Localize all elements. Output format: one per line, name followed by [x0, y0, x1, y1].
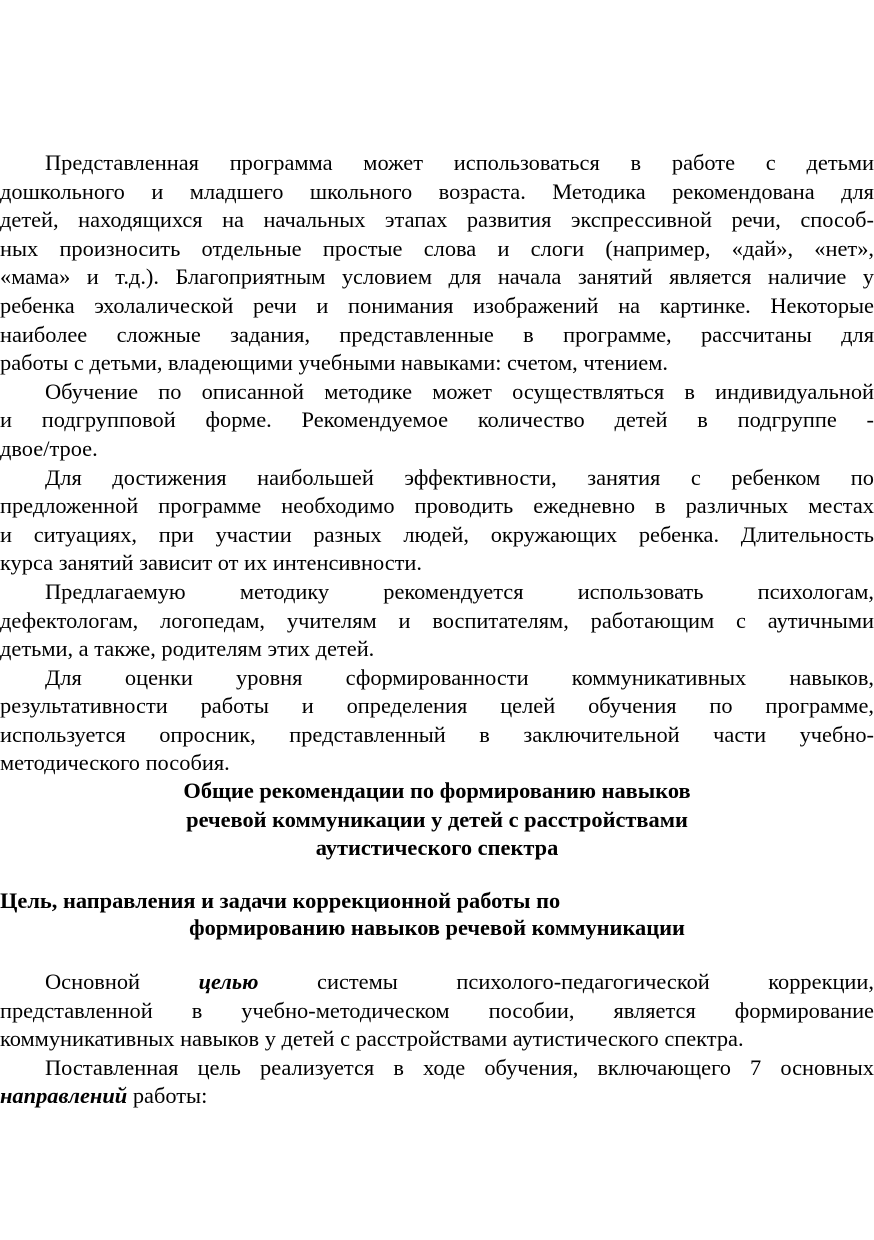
paragraph-line: методического пособия. — [0, 750, 230, 776]
paragraph-line: дефектологам, логопедам, учителям и воспитателям, работающим с аутичными — [0, 607, 874, 633]
paragraph-line: Обучение по описанной методике может осуществляться в индивидуальной — [45, 378, 874, 404]
goal-text — [0, 968, 874, 1111]
paragraph-line: Для оценки уровня сформированности коммуникативных навыков, — [45, 664, 874, 690]
paragraph-line: ребенка эхолалической речи и понимания изображений на картинке. Некоторые — [0, 292, 874, 318]
paragraph-line: работы с детьми, владеющими учебными навыками: счетом, чтением. — [0, 350, 668, 376]
paragraph-line: Представленная программа может использоваться в работе с детьми — [45, 150, 874, 175]
paragraph-line: представленной в учебно-методическом пособии, является формирование — [0, 997, 874, 1023]
paragraph-line: «мама» и т.д.). Благоприятным условием для начала занятий является наличие у — [0, 264, 874, 290]
line-segment: Основной — [45, 969, 199, 994]
line-segment: системы психолого-педагогической коррекции, — [258, 969, 874, 994]
emphasized-term: направлений — [0, 1083, 128, 1109]
subheading-line: Цель, направления и задачи коррекционной работы по — [0, 888, 561, 913]
subheading-line: формированию навыков речевой коммуникации — [189, 915, 685, 940]
paragraph-line: Для достижения наибольшей эффективности, занятия с ребенком по — [45, 464, 874, 490]
paragraph-line — [0, 1082, 874, 1111]
paragraph-line: детей, находящихся на начальных этапах развития экспрессивной речи, способ- — [0, 207, 874, 233]
paragraph-line: ных произносить отдельные простые слова и слоги (например, «дай», «нет», — [0, 235, 874, 261]
paragraph-line: используется опросник, представленный в заключительной части учебно- — [0, 721, 874, 747]
paragraph-line: курса занятий зависит от их интенсивности. — [0, 550, 423, 576]
paragraph-line: и ситуациях, при участии разных людей, окружающих ребенка. Длительность — [0, 521, 874, 547]
paragraph-line: двое/трое. — [0, 435, 98, 461]
paragraph-line: результативности работы и определения целей обучения по программе, — [0, 693, 874, 719]
emphasized-term: целью — [198, 969, 259, 994]
subsection-heading — [0, 887, 874, 941]
paragraph-line: Поставленная цель реализуется в ходе обучения, включающего 7 основных — [45, 1054, 874, 1080]
section-heading — [0, 777, 874, 863]
paragraph-line: детьми, а также, родителям этих детей. — [0, 636, 375, 662]
paragraph-line: Предлагаемую методику рекомендуется использовать психологам, — [45, 578, 874, 604]
paragraph-line: дошкольного и младшего школьного возраста. Методика рекомендована для — [0, 178, 874, 204]
paragraph-line: коммуникативных навыков у детей с расстройствами аутистического спектра. — [0, 1026, 744, 1052]
heading-line: аутистического спектра — [315, 835, 559, 861]
paragraph-line: и подгрупповой форме. Рекомендуемое количество детей в подгруппе - — [0, 407, 874, 433]
paragraph-line: предложенной программе необходимо проводить ежедневно в различных местах — [0, 493, 874, 519]
intro-text — [0, 149, 874, 778]
heading-line: Общие рекомендации по формированию навыков — [183, 778, 691, 803]
paragraph-line — [0, 968, 874, 997]
heading-line: речевой коммуникации у детей с расстройствами — [186, 806, 688, 832]
paragraph-line: наиболее сложные задания, представленные в программе, рассчитаны для — [0, 321, 874, 347]
line-segment: работы: — [127, 1083, 208, 1109]
